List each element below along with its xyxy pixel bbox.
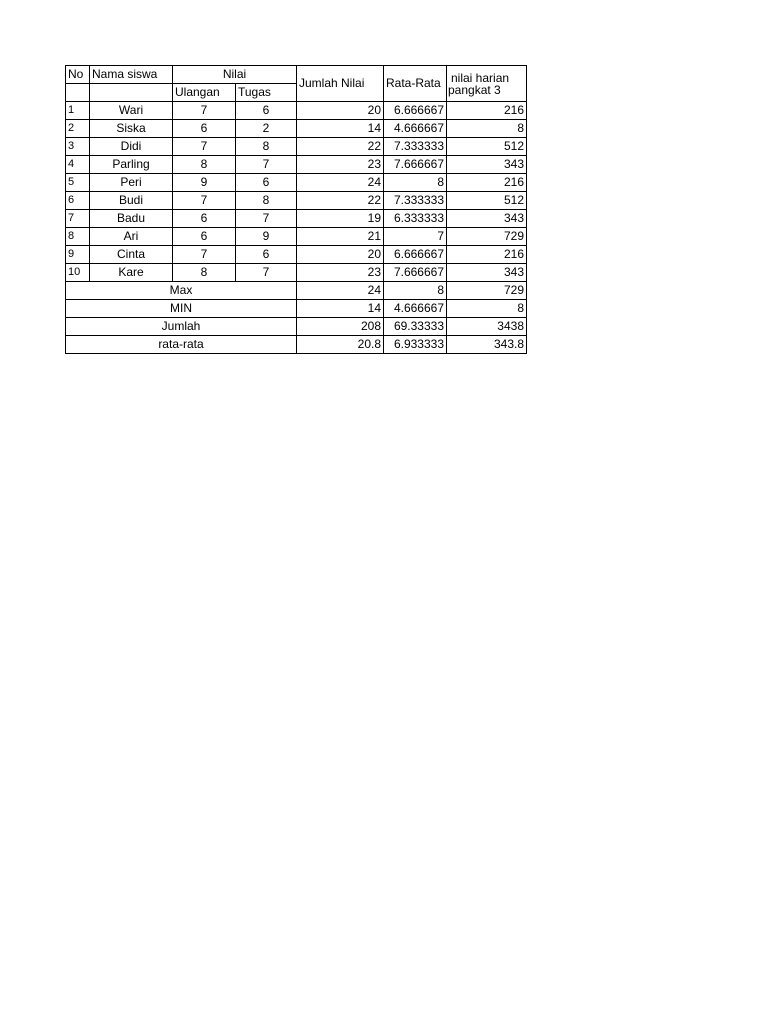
table-row <box>66 174 527 192</box>
table-row <box>66 210 527 228</box>
row-ulangan: 7 <box>173 246 236 264</box>
row-jumlah-nilai: 19 <box>297 210 384 228</box>
row-ulangan: 6 <box>173 210 236 228</box>
row-jumlah-nilai: 23 <box>297 264 384 282</box>
row-tugas: 6 <box>236 174 297 192</box>
header-nama-empty <box>90 84 173 102</box>
row-tugas: 7 <box>236 210 297 228</box>
summary-row <box>66 300 527 318</box>
row-no: 9 <box>66 246 90 264</box>
table-row <box>66 120 527 138</box>
row-nama: Peri <box>90 174 173 192</box>
row-ulangan: 8 <box>173 156 236 174</box>
row-no: 10 <box>66 264 90 282</box>
summary-row <box>66 318 527 336</box>
row-rata-rata: 7.333333 <box>384 138 447 156</box>
row-rata-rata: 6.666667 <box>384 102 447 120</box>
table-row <box>66 102 527 120</box>
summary-rata-rata: 69.33333 <box>384 318 447 336</box>
summary-row <box>66 282 527 300</box>
row-tugas: 7 <box>236 264 297 282</box>
header-nilai-harian-line1: nilai harian <box>451 70 510 85</box>
row-nama: Badu <box>90 210 173 228</box>
row-jumlah-nilai: 21 <box>297 228 384 246</box>
row-nama: Siska <box>90 120 173 138</box>
row-nama: Wari <box>90 102 173 120</box>
row-nilai-pangkat: 216 <box>447 102 527 120</box>
table-row <box>66 246 527 264</box>
row-jumlah-nilai: 22 <box>297 192 384 210</box>
row-nama: Didi <box>90 138 173 156</box>
summary-jumlah-nilai: 14 <box>297 300 384 318</box>
header-no-empty <box>66 84 90 102</box>
row-nama: Budi <box>90 192 173 210</box>
row-rata-rata: 7 <box>384 228 447 246</box>
row-rata-rata: 8 <box>384 174 447 192</box>
summary-rata-rata: 4.666667 <box>384 300 447 318</box>
summary-rata-rata: 6.933333 <box>384 336 447 354</box>
summary-jumlah-nilai: 20.8 <box>297 336 384 354</box>
row-tugas: 6 <box>236 246 297 264</box>
summary-nilai-pangkat: 343.8 <box>447 336 527 354</box>
row-jumlah-nilai: 14 <box>297 120 384 138</box>
row-no: 4 <box>66 156 90 174</box>
row-nama: Ari <box>90 228 173 246</box>
summary-nilai-pangkat: 8 <box>447 300 527 318</box>
summary-rata-rata: 8 <box>384 282 447 300</box>
row-jumlah-nilai: 23 <box>297 156 384 174</box>
row-nilai-pangkat: 343 <box>447 264 527 282</box>
row-nilai-pangkat: 729 <box>447 228 527 246</box>
row-no: 6 <box>66 192 90 210</box>
header-tugas: Tugas <box>236 84 297 102</box>
table-row <box>66 156 527 174</box>
row-nama: Parling <box>90 156 173 174</box>
header-ulangan: Ulangan <box>173 84 236 102</box>
row-rata-rata: 6.666667 <box>384 246 447 264</box>
table-row <box>66 264 527 282</box>
row-no: 3 <box>66 138 90 156</box>
summary-row <box>66 336 527 354</box>
table-row <box>66 192 527 210</box>
row-rata-rata: 6.333333 <box>384 210 447 228</box>
summary-nilai-pangkat: 3438 <box>447 318 527 336</box>
summary-jumlah-nilai: 208 <box>297 318 384 336</box>
row-nilai-pangkat: 512 <box>447 138 527 156</box>
row-tugas: 2 <box>236 120 297 138</box>
table-row <box>66 228 527 246</box>
row-ulangan: 9 <box>173 174 236 192</box>
row-rata-rata: 7.666667 <box>384 156 447 174</box>
row-no: 8 <box>66 228 90 246</box>
row-no: 2 <box>66 120 90 138</box>
header-no: No <box>66 66 90 84</box>
row-tugas: 8 <box>236 192 297 210</box>
row-ulangan: 6 <box>173 120 236 138</box>
row-tugas: 8 <box>236 138 297 156</box>
header-row-1 <box>66 66 527 84</box>
row-jumlah-nilai: 20 <box>297 102 384 120</box>
row-jumlah-nilai: 24 <box>297 174 384 192</box>
row-nilai-pangkat: 216 <box>447 174 527 192</box>
row-ulangan: 7 <box>173 102 236 120</box>
grades-table <box>65 65 527 354</box>
summary-label: Max <box>66 282 297 300</box>
row-ulangan: 7 <box>173 192 236 210</box>
header-nilai-harian <box>447 66 527 102</box>
summary-label: Jumlah <box>66 318 297 336</box>
row-tugas: 6 <box>236 102 297 120</box>
header-nilai-harian-line2: pangkat 3 <box>448 82 501 97</box>
row-nilai-pangkat: 8 <box>447 120 527 138</box>
row-tugas: 7 <box>236 156 297 174</box>
row-ulangan: 7 <box>173 138 236 156</box>
row-no: 1 <box>66 102 90 120</box>
summary-label: MIN <box>66 300 297 318</box>
header-nilai: Nilai <box>173 66 297 84</box>
summary-nilai-pangkat: 729 <box>447 282 527 300</box>
row-jumlah-nilai: 20 <box>297 246 384 264</box>
row-tugas: 9 <box>236 228 297 246</box>
row-no: 7 <box>66 210 90 228</box>
row-nilai-pangkat: 343 <box>447 210 527 228</box>
row-nilai-pangkat: 512 <box>447 192 527 210</box>
header-nama-siswa: Nama siswa <box>90 66 173 84</box>
summary-label: rata-rata <box>66 336 297 354</box>
summary-jumlah-nilai: 24 <box>297 282 384 300</box>
header-rata-rata: Rata-Rata <box>384 66 447 102</box>
row-rata-rata: 7.666667 <box>384 264 447 282</box>
table-row <box>66 138 527 156</box>
row-nama: Kare <box>90 264 173 282</box>
row-jumlah-nilai: 22 <box>297 138 384 156</box>
header-jumlah-nilai: Jumlah Nilai <box>297 66 384 102</box>
row-rata-rata: 4.666667 <box>384 120 447 138</box>
row-ulangan: 8 <box>173 264 236 282</box>
row-no: 5 <box>66 174 90 192</box>
row-ulangan: 6 <box>173 228 236 246</box>
row-rata-rata: 7.333333 <box>384 192 447 210</box>
row-nilai-pangkat: 216 <box>447 246 527 264</box>
row-nilai-pangkat: 343 <box>447 156 527 174</box>
row-nama: Cinta <box>90 246 173 264</box>
